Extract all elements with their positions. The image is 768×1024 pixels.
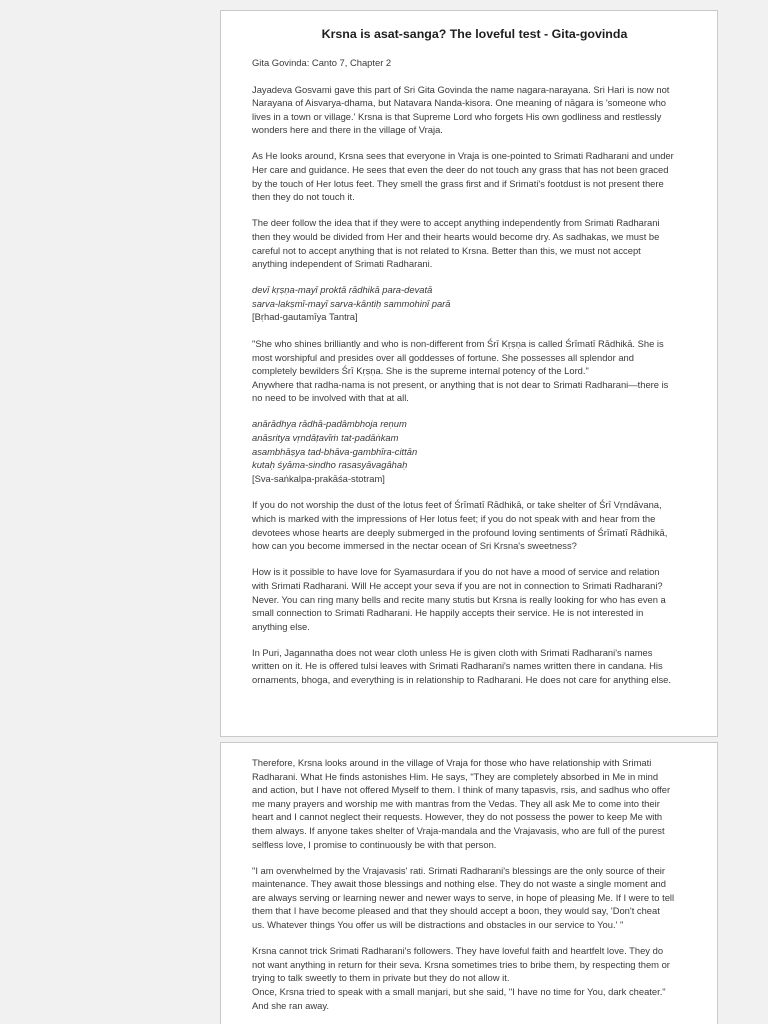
page-2-content xyxy=(252,756,697,1024)
verse-line: anāsritya vṛndāṭavīṁ tat-padāṅkam xyxy=(252,432,399,444)
paragraph: As He looks around, Krsna sees that everyone in Vraja is one-pointed to Srimati Radharani and under Her care and guidance. He sees that even the deer do not touch any grass that has not been graced by the touch of Her lotus feet. They smell the grass first and if Srimati's footdust is not present there then they do not touch it. xyxy=(252,150,674,203)
paragraph: Krsna cannot trick Srimati Radharani's followers. They have loveful faith and heartfelt love. They do not want anything in return for their seva. Krsna sometimes tries to bribe them, by respecting them or trying to talk sweetly to them in private but they do not allow it. Once, Krsna tried to speak with a small manjari, but she said, "I have no time for You, dark cheater." And she ran away. xyxy=(252,945,670,1011)
verse-line: anārādhya rādhā-padāmbhoja reṇum xyxy=(252,418,407,430)
paragraph: "I am overwhelmed by the Vrajavasis' rati. Srimati Radharani's blessings are the only source of their maintenance. They await those blessings and nothing else. They do not waste a single moment and are always serving or learning newer and newer ways to serve, in hope of pleasing Me. If I were to tell them that I have become pleased and that they should accept a boon, they would say, 'Don't cheat us. Whatever things You offer us will be distractions and obstacles in our service to You.' " xyxy=(252,864,675,931)
verse-block xyxy=(252,283,697,324)
paragraph: If you do not worship the dust of the lotus feet of Śrīmatī Rādhikā, or take shelter of Śrī Vṛndāvana, which is marked with the impressions of Her lotus feet; if you do not speak with and hear from the devotees whose hearts are deeply submerged in the profound loving sentiments of Śrīmatī Rādhikā, how can you become immersed in the nectar ocean of Sri Krsna's sweetness? xyxy=(252,499,668,552)
verse-line: sarva-lakṣmī-mayī sarva-kāntiḥ sammohinī parā xyxy=(252,297,451,309)
paragraph: Therefore, Krsna looks around in the village of Vraja for those who have relationship with Srimati Radharani. What He finds astonishes Him. He says, "They are completely absorbed in Me in mind and action, but I have not offered Myself to them. I think of many tapasvis, rsis, and sadhus who offer me many prayers and worship me with mantras from the Vedas. They all ask Me to come into their heart and I cannot neglect their requests. However, they do not possess the power to keep Me with them always. If anyone takes shelter of Vraja-mandala and the Vrajavasis, who are full of the purest selfless love, I promise to continuously be with that person. xyxy=(252,757,671,850)
paragraph: Jayadeva Gosvami gave this part of Sri Gita Govinda the name nagara-narayana. Sri Hari is now not Narayana of Aisvarya-dhama, but Natavara Nanda-kisora. One meaning of nāgara is 'someone who lives in a town or village.' Krsna is that Supreme Lord who forgets His own godliness and restlessly wonders here and there in the village of Vraja. xyxy=(252,83,670,136)
document-title: Krsna is asat-sanga? The loveful test - Gita-govinda xyxy=(321,27,628,41)
verse-block xyxy=(252,417,697,485)
document-subtitle: Gita Govinda: Canto 7, Chapter 2 xyxy=(252,57,392,68)
verse-source: [Bṛhad-gautamīya Tantra] xyxy=(252,311,358,323)
verse-line: asambhāṣya tad-bhāva-gambhīra-cittān xyxy=(252,445,418,457)
verse-line: devī kṛṣṇa-mayī proktā rādhikā para-devatā xyxy=(252,284,433,296)
verse-line: kutaḥ śyāma-sindho rasasyāvagāhaḥ xyxy=(252,459,408,471)
paragraph: "She who shines brilliantly and who is non-different from Śrī Kṛṣṇa is called Śrīmatī Rādhikā. She is most worshipful and presides over all goddesses of fortune. She possesses all splendor and completely bewilders Śrī Kṛṣṇa. She is the supreme internal potency of the Lord." Anywhere that radha-nama is not present, or anything that is not dear to Srimati Radharani—there is no need to be involved with that at all. xyxy=(252,338,669,404)
verse-source: [Sva-saṅkalpa-prakāśa-stotram] xyxy=(252,472,385,484)
page-1-content xyxy=(252,27,697,699)
paragraph: The deer follow the idea that if they were to accept anything independently from Srimati Radharani then they would be divided from Her and their hearts would become dry. As sadhakas, we must be careful not to accept anything that is not related to Krsna. Better than this, we must not accept anything independent of Srimati Radharani. xyxy=(252,217,660,270)
paragraph: In Puri, Jagannatha does not wear cloth unless He is given cloth with Srimati Radharani's names written on it. He is offered tulsi leaves with Srimati Radharani's names written there in candana. His ornaments, bhoga, and everything is in relationship to Radharani. He does not care for anything else. xyxy=(252,646,672,685)
paragraph: How is it possible to have love for Syamasurdara if you do not have a mood of service and relation with Srimati Radharani. Will He accept your seva if you are not in connection to Srimati Radharani? Never. You can ring many bells and recite many stutis but Krsna is really looking for who has even a small connection to Srimati Radharani. He happily accepts their service. He is not interested in anything else. xyxy=(252,566,666,632)
document-page-1 xyxy=(220,10,718,737)
document-page-2 xyxy=(220,742,718,1024)
